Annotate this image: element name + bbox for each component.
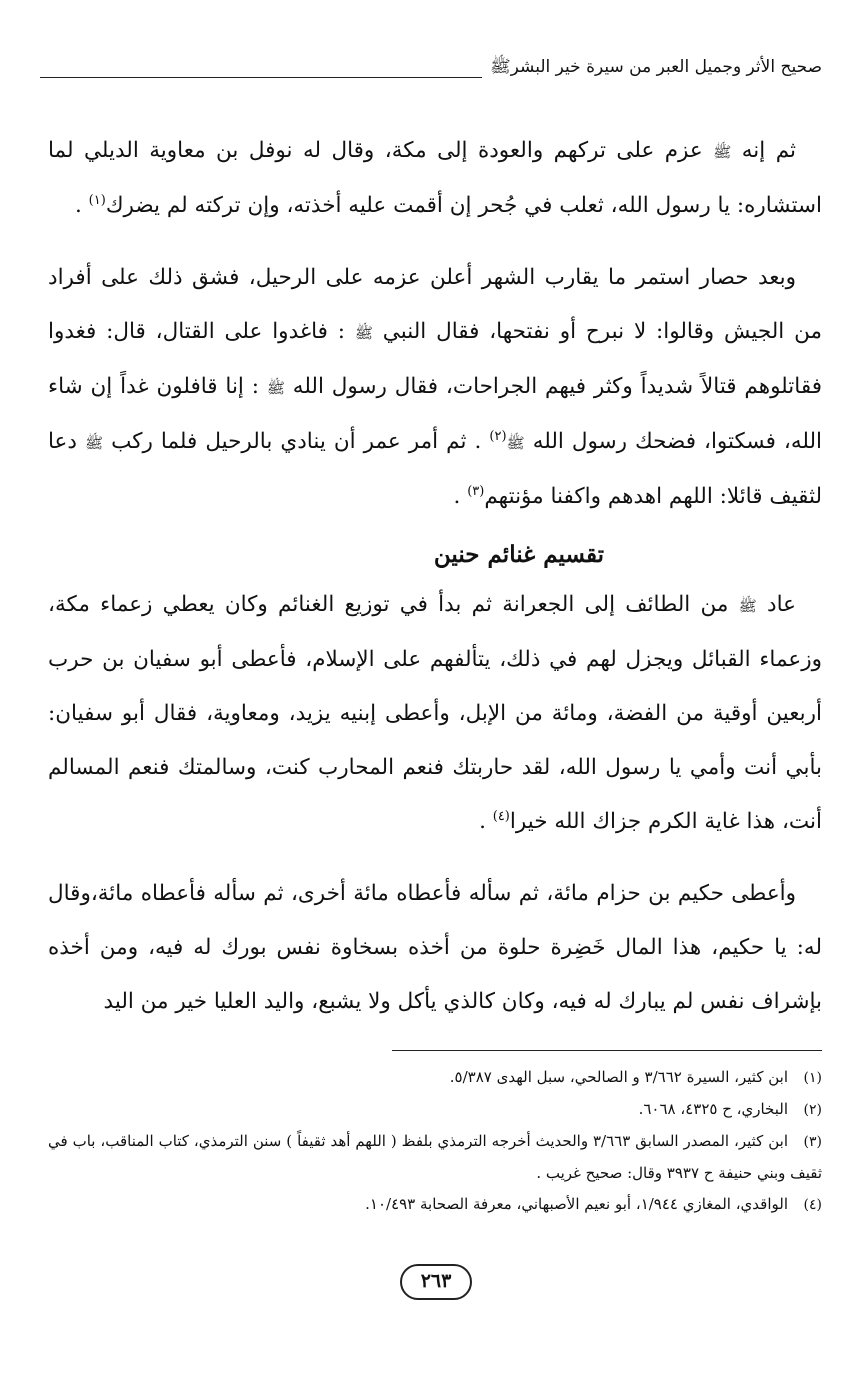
honorific-glyph: ﷺ bbox=[738, 597, 757, 615]
footnote-number: (٤) bbox=[803, 1197, 822, 1213]
running-title: صحيح الأثر وجميل العبر من سيرة خير البشرﷺ bbox=[482, 56, 822, 78]
footnote-ref-4: (٤) bbox=[492, 809, 510, 825]
footnote-2 bbox=[48, 1094, 822, 1126]
footnote-text: الواقدي، المغازي ١/٩٤٤، أبو نعيم الأصبهاني، معرفة الصحابة ١٠/٤٩٣. bbox=[365, 1195, 788, 1213]
paragraph-2: وبعد حصار استمر ما يقارب الشهر أعلن عزمه على الرحيل، فشق ذلك على أفراد من الجيش وقالوا: لا نبرح أو نفتحها، فقال النبي ﷺ : فاغدوا على القتال، قال: فغدوا فقاتلوهم قتالاً شديداً وكثر فيهم الجراحات، فقال رسول الله ﷺ : إنا قافلون غداً إن شاء الله، فسكتوا، فضحك رسول الله ﷺ$^{(٢)}$ . ثم أمر عمر أن ينادي بالرحيل فلما ركب ﷺ دعا لثقيف قائلا: اللهم اهدهم واكفنا مؤنتهم$^{(٣)}$ . bbox=[48, 265, 822, 509]
honorific-glyph: ﷺ bbox=[713, 143, 732, 161]
footnote-1 bbox=[48, 1062, 822, 1094]
footnote-rule bbox=[392, 1050, 822, 1051]
footnote-ref-1: (١) bbox=[88, 193, 106, 209]
footnotes bbox=[48, 1062, 822, 1221]
paragraph-4: وأعطى حكيم بن حزام مائة، ثم سأله فأعطاه مائة أخرى، ثم سأله فأعطاه مائة،وقال له: يا حكيم، هذا المال خَضِرة حلوة من أخذه بسخاوة نفس بورك له فيه، ومن أخذه بإشراف نفس لم يبارك له فيه، وكان كالذي يأكل ولا يشبع، واليد العليا خير من اليد bbox=[48, 881, 822, 1014]
running-header bbox=[40, 56, 822, 86]
footnote-4 bbox=[48, 1189, 822, 1221]
paragraph-3: عاد ﷺ من الطائف إلى الجعرانة ثم بدأ في توزيع الغنائم وكان يعطي زعماء مكة، وزعماء القبائل ويجزل لهم في ذلك، يتألفهم على الإسلام، فأعطى أبو سفيان بن حرب أربعين أوقية من الفضة، ومائة من الإبل، وأعطى إبنيه يزيد، ومعاوية، فقال أبو سفيان: بأبي أنت وأمي يا رسول الله، لقد حاربتك فنعم المحارب كنت، وسالمتك فنعم المسالم أنت، هذا غاية الكرم جزاك الله خيرا$^{(٤)}$ . bbox=[48, 592, 822, 834]
honorific-glyph: ﷺ bbox=[266, 379, 285, 397]
footnote-text: ابن كثير، المصدر السابق ٣/٦٦٣ والحديث أخرجه الترمذي بلفظ ( اللهم أهد ثقيفاً ) سنن الترمذي، كتاب المناقب، باب في ثقيف وبني حنيفة ح ٣٩٣٧ وقال: صحيح غريب . bbox=[48, 1132, 822, 1182]
footnote-3 bbox=[48, 1126, 822, 1189]
page-number: ٢٦٣ bbox=[400, 1264, 472, 1300]
honorific-glyph: ﷺ bbox=[354, 324, 373, 342]
footnote-number: (١) bbox=[803, 1070, 822, 1086]
footnote-text: البخاري، ح ٤٣٢٥، ٦٠٦٨. bbox=[638, 1100, 788, 1118]
paragraph-1: ثم إنه ﷺ عزم على تركهم والعودة إلى مكة، وقال له نوفل بن معاوية الديلي لما استشاره: يا رسول الله، ثعلب في جُحر إن أقمت عليه أخذته، وإن تركته لم يضرك$^{(١)}$ . bbox=[48, 138, 822, 218]
footnote-text: ابن كثير، السيرة ٣/٦٦٢ و الصالحي، سبل الهدى ٥/٣٨٧. bbox=[449, 1068, 788, 1086]
honorific-glyph: ﷺ bbox=[85, 434, 104, 452]
footnote-number: (٢) bbox=[803, 1102, 822, 1118]
footnote-ref-3: (٣) bbox=[467, 484, 485, 500]
footnote-ref-2: (٢) bbox=[489, 429, 507, 445]
footnote-number: (٣) bbox=[803, 1134, 822, 1150]
main-text bbox=[48, 124, 822, 1029]
section-heading: تقسيم غنائم حنين bbox=[433, 541, 604, 568]
honorific-glyph: ﷺ bbox=[506, 434, 525, 452]
